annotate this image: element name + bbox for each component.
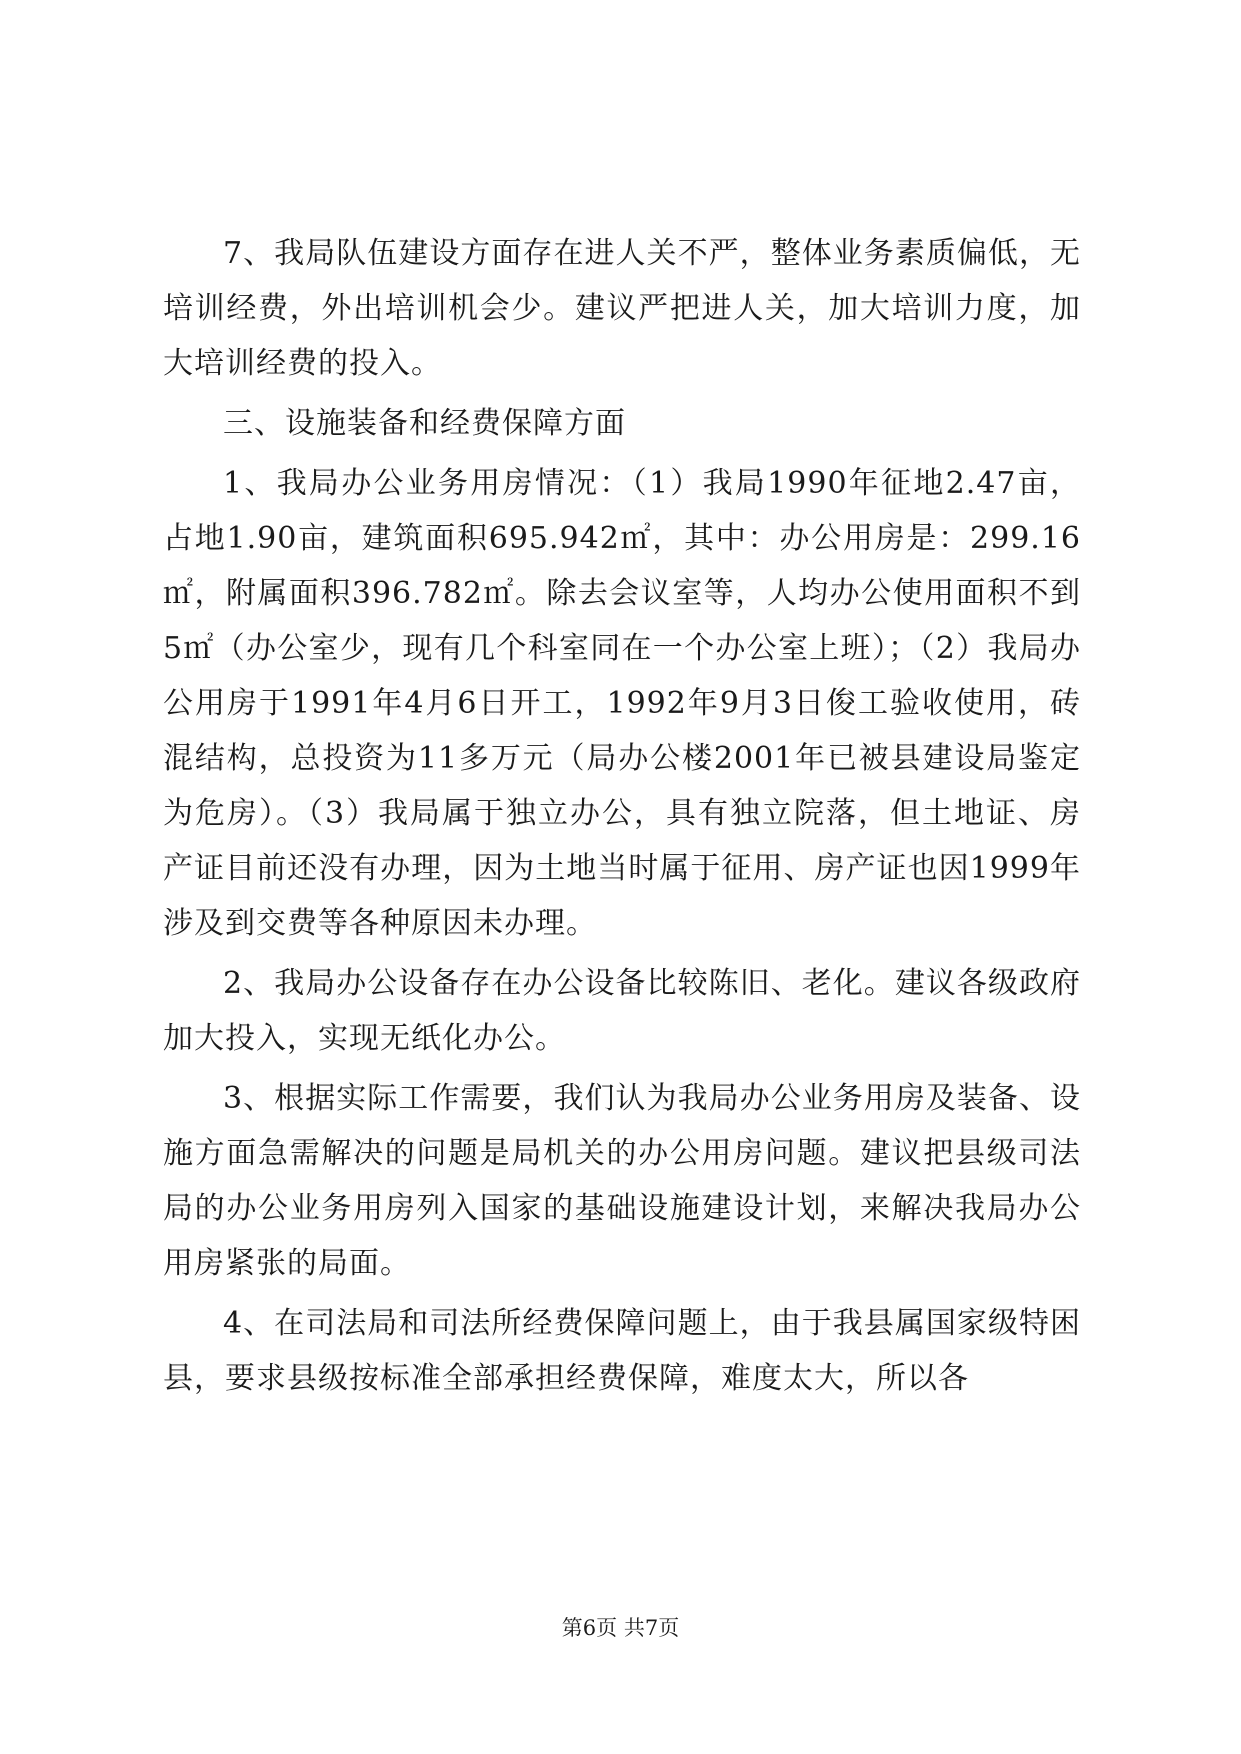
page-footer: 第6页 共7页 — [561, 1616, 680, 1640]
paragraph-4-funding: 4、在司法局和司法所经费保障问题上，由于我县属国家级特困县，要求县级按标准全部承担经费保障，难度太大，所以各 — [163, 1306, 1081, 1396]
paragraph-2-office-equipment: 2、我局办公设备存在办公设备比较陈旧、老化。建议各级政府加大投入，实现无纸化办公。 — [163, 966, 1081, 1056]
section-heading-facilities: 三、设施装备和经费保障方面 — [223, 406, 626, 441]
paragraph-7-team-building: 7、我局队伍建设方面存在进人关不严，整体业务素质偏低，无培训经费，外出培训机会少。建议严把进人关，加大培训力度，加大培训经费的投入。 — [163, 236, 1081, 381]
document-body — [163, 226, 1081, 1411]
paragraph-1-office-housing: 1、我局办公业务用房情况：（1）我局1990年征地2.47亩，占地1.90亩，建筑面积695.942㎡，其中：办公用房是：299.16㎡，附属面积396.782㎡。除去会议室等，人均办公使用面积不到5㎡（办公室少，现有几个科室同在一个办公室上班）；（2）我局办公用房于1991年4月6日开工，1992年9月3日俊工验收使用，砖混结构，总投资为11多万元（局办公楼2001年已被县建设局鉴定为危房）。（3）我局属于独立办公，具有独立院落，但土地证、房产证目前还没有办理，因为土地当时属于征用、房产证也因1999年涉及到交费等各种原因未办理。 — [163, 466, 1081, 941]
paragraph-3-housing-needs: 3、根据实际工作需要，我们认为我局办公业务用房及装备、设施方面急需解决的问题是局机关的办公用房问题。建议把县级司法局的办公业务用房列入国家的基础设施建设计划，来解决我局办公用房紧张的局面。 — [163, 1081, 1081, 1281]
